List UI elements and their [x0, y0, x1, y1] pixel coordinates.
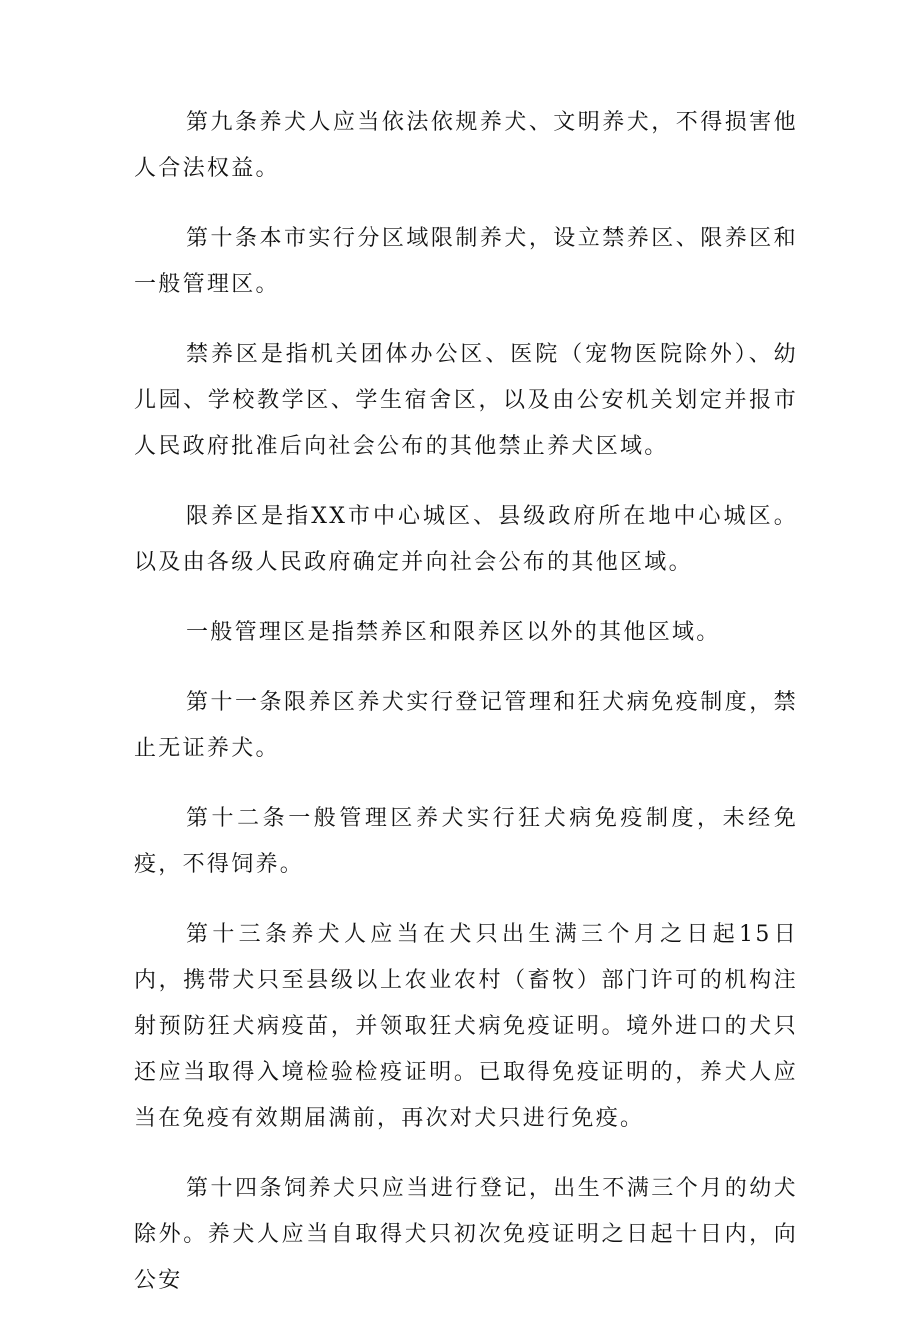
paragraph-article-12: 第十二条一般管理区养犬实行狂犬病免疫制度，未经免疫，不得饲养。: [134, 806, 798, 877]
paragraph-article-10: 第十条本市实行分区域限制养犬，设立禁养区、限养区和一般管理区。: [134, 226, 798, 297]
paragraph-prohibited-zone: 禁养区是指机关团体办公区、医院（宠物医院除外）、幼儿园、学校教学区、学生宿舍区，以及由公安机关划定并报市人民政府批准后向社会公布的其他禁止养犬区域。: [134, 342, 798, 459]
document-body: [134, 100, 798, 1328]
paragraph-article-13: 第十三条养犬人应当在犬只出生满三个月之日起15日内，携带犬只至县级以上农业农村（畜牧）部门许可的机构注射预防狂犬病疫苗，并领取狂犬病免疫证明。境外进口的犬只还应当取得入境检验检疫证明。已取得免疫证明的，养犬人应当在免疫有效期届满前，再次对犬只进行免疫。: [134, 922, 798, 1131]
paragraph-article-9: 第九条养犬人应当依法依规养犬、文明养犬，不得损害他人合法权益。: [134, 110, 798, 181]
paragraph-article-11: 第十一条限养区养犬实行登记管理和狂犬病免疫制度，禁止无证养犬。: [134, 690, 798, 761]
paragraph-article-14: 第十四条饲养犬只应当进行登记，出生不满三个月的幼犬除外。养犬人应当自取得犬只初次免疫证明之日起十日内，向公安: [134, 1176, 798, 1293]
paragraph-general-zone: 一般管理区是指禁养区和限养区以外的其他区域。: [186, 620, 721, 645]
paragraph-restricted-zone: 限养区是指XX市中心城区、县级政府所在地中心城区。以及由各级人民政府确定并向社会公布的其他区域。: [134, 504, 798, 575]
